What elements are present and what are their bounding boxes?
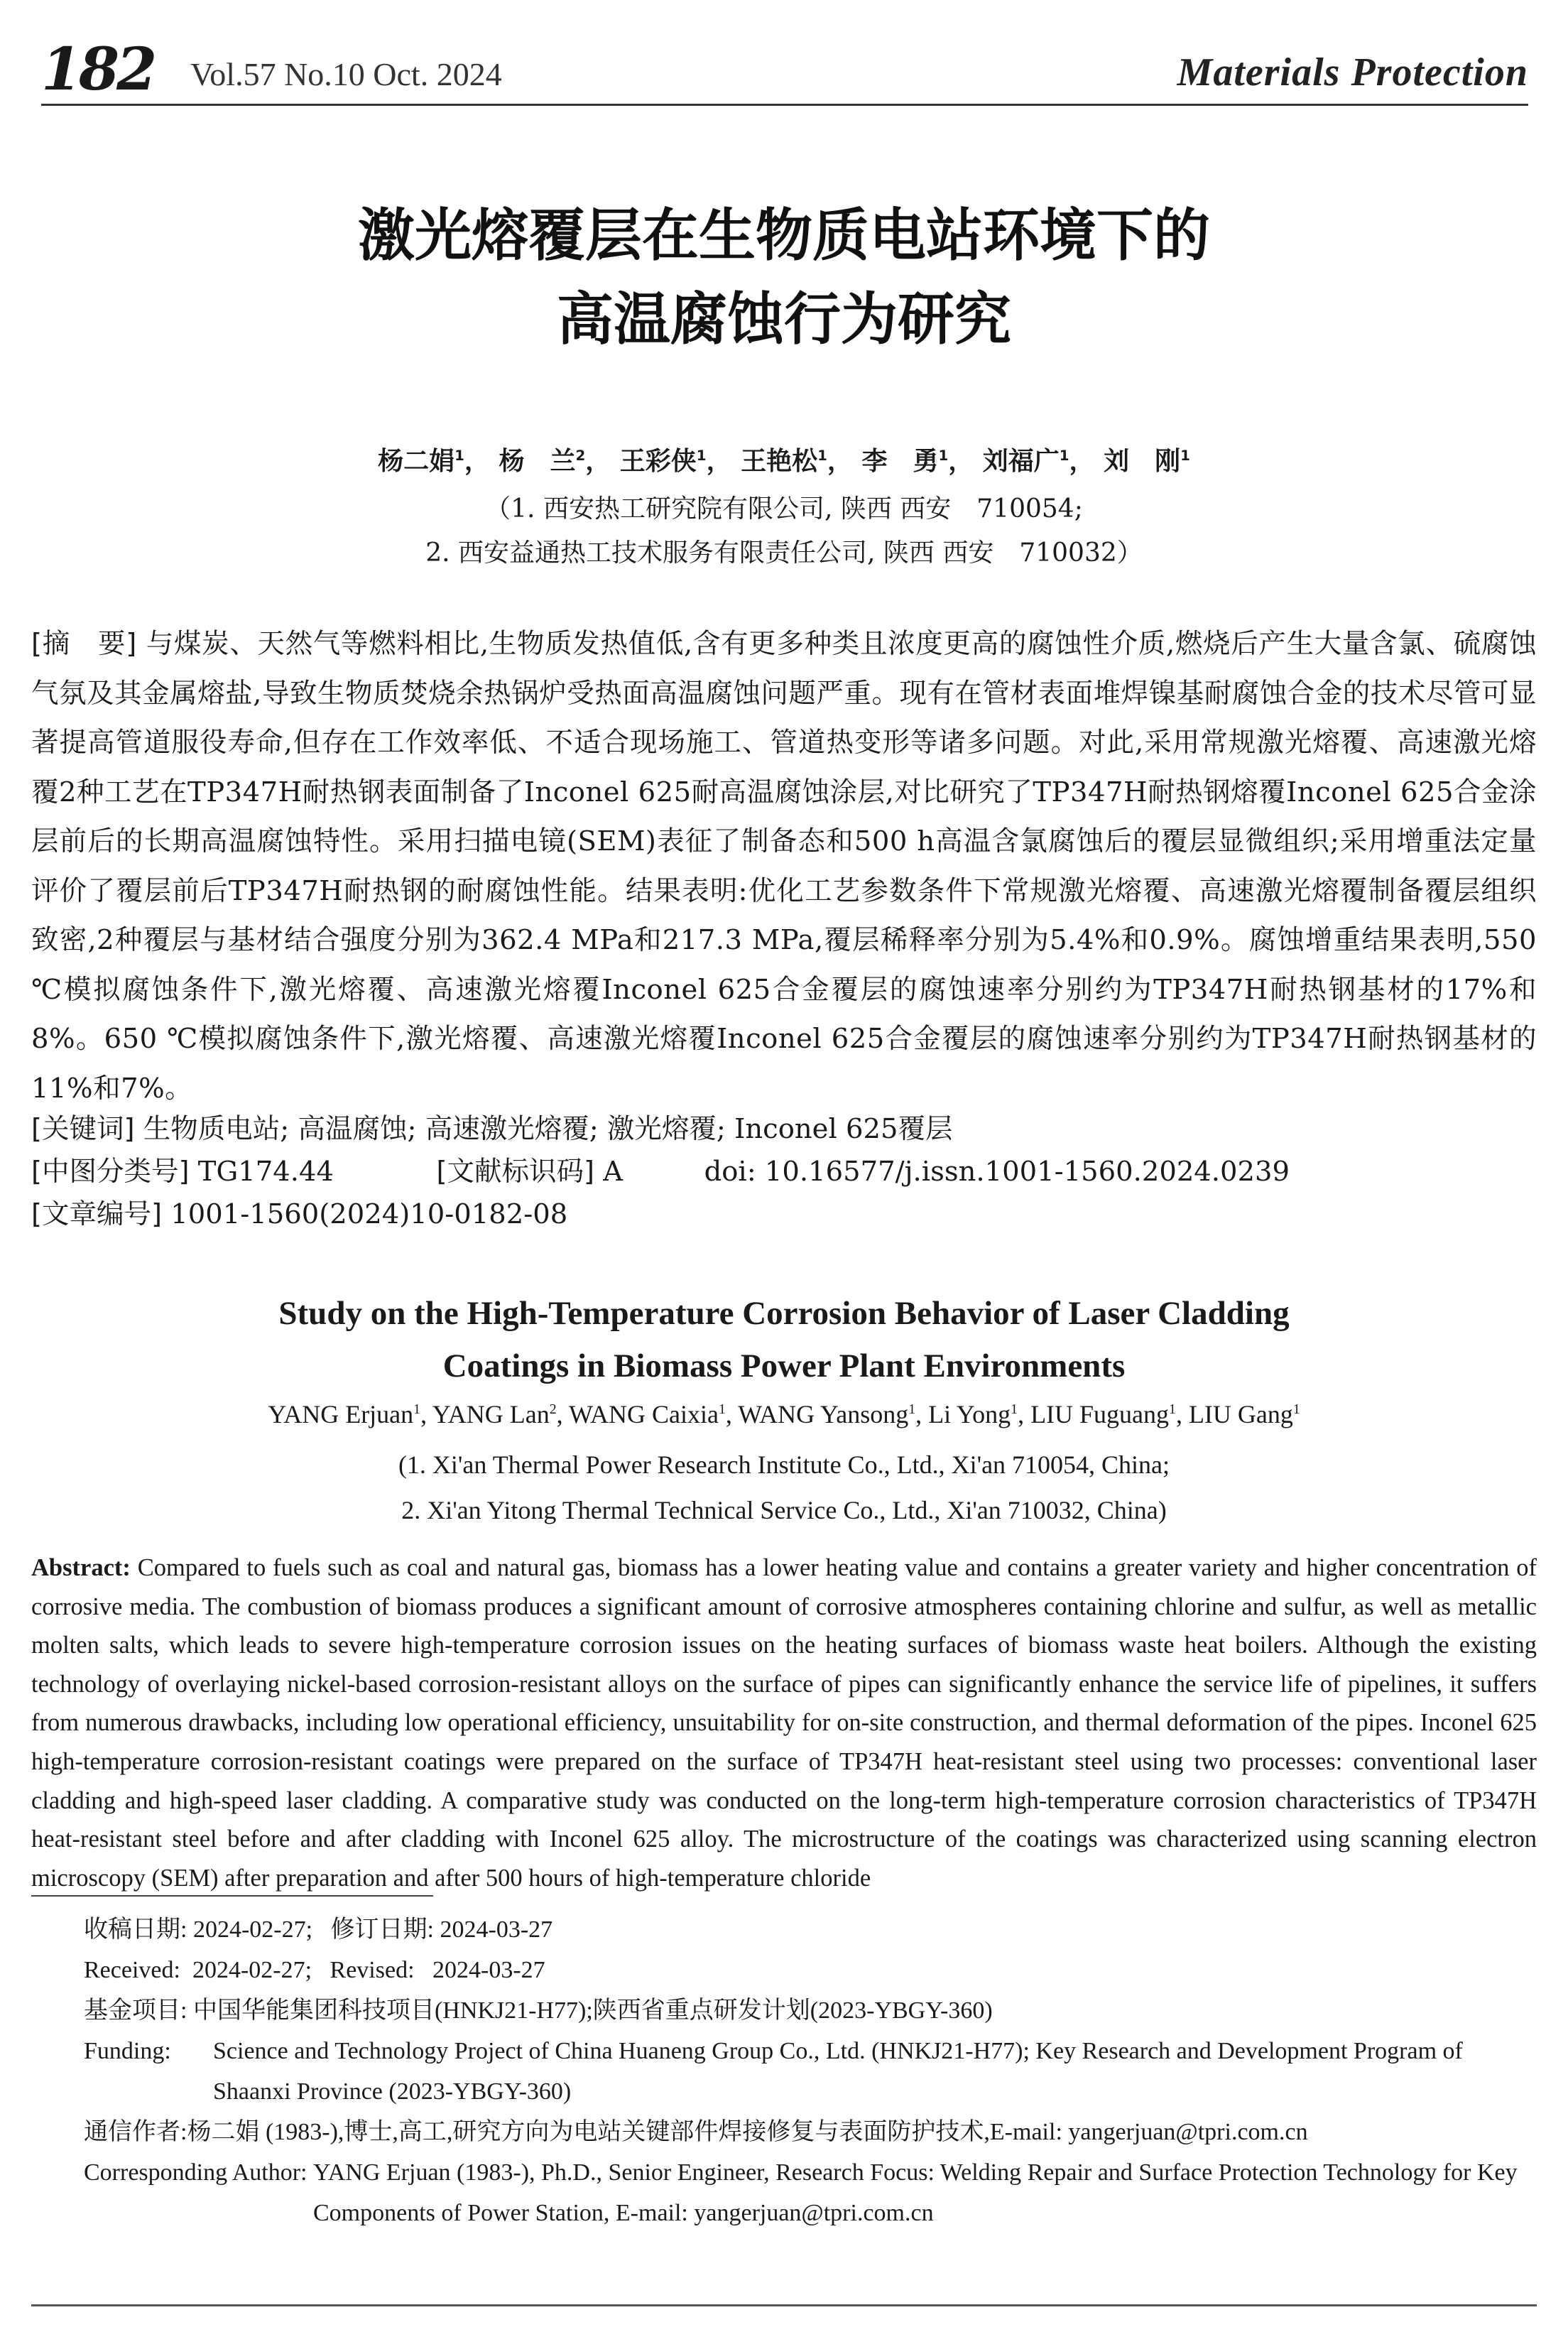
- affiliation-en-2: 2. Xi'an Yitong Thermal Technical Service Co., Ltd., Xi'an 710032, China): [401, 1496, 1167, 1524]
- author-en: WANG Caixia$^1$: [568, 1400, 726, 1428]
- clc-label: [中图分类号]: [31, 1156, 190, 1188]
- clc-value: TG174.44: [197, 1156, 334, 1188]
- author-en: Li Yong$^1$: [928, 1400, 1018, 1428]
- abstract-en-text: Compared to fuels such as coal and natural gas, biomass has a lower heating value and contains a greater variety and higher concentration of corrosive media. The combustion of biomass produces a significant amount of corrosive atmospheres containing chlorine and sulfur, as well as metallic molten salts, which leads to severe high-temperature corrosion issues on the heating surfaces of biomass waste heat boilers. Although the existing technology of overlaying nickel-based corrosion-resistant alloys on the surface of pipes can significantly enhance the service life of pipelines, it suffers from numerous drawbacks, including low operational efficiency, unsuitability for on-site construction, and thermal deformation of the pipes. Inconel 625 high-temperature corrosion-resistant coatings were prepared on the surface of TP347H heat-resistant steel using two processes: conventional laser cladding and high-speed laser cladding. A comparative study was conducted on the long-term high-temperature corrosion characteristics of TP347H heat-resistant steel before and after cladding with Inconel 625 alloy. The microstructure of the coatings was characterized using scanning electron microscopy (SEM) after preparation and after 500 hours of high-temperature chloride: [31, 1554, 1537, 1892]
- corresponding-cn-row: 通信作者: 杨二娟 (1983-),博士,高工,研究方向为电站关键部件焊接修复与表面防护技术,E-mail: yangerjuan@tpri.com.cn: [84, 2119, 1308, 2145]
- keywords-cn-label: [关键词]: [31, 1113, 135, 1145]
- page-number: 182: [41, 36, 155, 104]
- doc-code-value: A: [603, 1156, 624, 1188]
- authors-chinese: 杨二娟$^1$， 杨 兰$^2$， 王彩侠$^1$， 王艳松$^1$， 李 勇$^1$， 刘福广$^1$， 刘 刚$^1$: [378, 447, 1190, 476]
- article-no-value: 1001-1560(2024)10-0182-08: [170, 1198, 568, 1230]
- author-cn: 王艳松$^1$: [741, 447, 827, 476]
- keywords-chinese: [31, 1108, 1537, 1151]
- affiliation-cn-2: 2. 西安益通热工技术服务有限责任公司, 陕西 西安 710032）: [425, 538, 1143, 568]
- author-en: LIU Gang$^1$: [1188, 1400, 1300, 1428]
- bottom-rule: [31, 2304, 1537, 2306]
- footnotes: [84, 1909, 1537, 2233]
- title-cn-line-2: 高温腐蚀行为研究: [557, 286, 1011, 352]
- keywords-cn-text: 生物质电站; 高温腐蚀; 高速激光熔覆; 激光熔覆; Inconel 625覆层: [143, 1113, 953, 1145]
- abstract-english: [31, 1549, 1537, 1897]
- author-cn: 杨二娟$^1$: [378, 447, 464, 476]
- affiliations-english: [0, 1442, 1568, 1533]
- authors-english: YANG Erjuan$^1$, YANG Lan$^2$, WANG Caixia$^1$, WANG Yansong$^1$, Li Yong$^1$, LIU Fuguang$^1$, LIU Gang$^1$: [268, 1400, 1300, 1428]
- title-english: [0, 1287, 1568, 1392]
- title-chinese: [0, 193, 1568, 361]
- abstract-cn-text: 与煤炭、天然气等燃料相比,生物质发热值低,含有更多种类且浓度更高的腐蚀性介质,燃烧后产生大量含氯、硫腐蚀气氛及其金属熔盐,导致生物质焚烧余热锅炉受热面高温腐蚀问题严重。现有在管材表面堆焊镍基耐腐蚀合金的技术尽管可显著提高管道服役寿命,但存在工作效率低、不适合现场施工、管道热变形等诸多问题。对此,采用常规激光熔覆、高速激光熔覆2种工艺在TP347H耐热钢表面制备了Inconel 625耐高温腐蚀涂层,对比研究了TP347H耐热钢熔覆Inconel 625合金涂层前后的长期高温腐蚀特性。采用扫描电镜(SEM)表征了制备态和500 h高温含氯腐蚀后的覆层显微组织;采用增重法定量评价了覆层前后TP347H耐热钢的耐腐蚀性能。结果表明:优化工艺参数条件下常规激光熔覆、高速激光熔覆制备覆层组织致密,2种覆层与基材结合强度分别为362.4 MPa和217.3 MPa,覆层稀释率分别为5.4%和0.9%。腐蚀增重结果表明,550 ℃模拟腐蚀条件下,激光熔覆、高速激光熔覆Inconel 625合金覆层的腐蚀速率分别约为TP347H耐热钢基材的17%和8%。650 ℃模拟腐蚀条件下,激光熔覆、高速激光熔覆Inconel 625合金覆层的腐蚀速率分别约为TP347H耐热钢基材的11%和7%。: [31, 628, 1537, 1105]
- author-cn: 刘福广$^1$: [982, 447, 1069, 476]
- corresponding-en-row: Corresponding Author: YANG Erjuan (1983-), Ph.D., Senior Engineer, Research Focus: Welding Repair and Surface Protection Technology for Key Components of Power Station, E-mail: yangerjuan@tpri.com.cn: [84, 2159, 1518, 2226]
- author-cn: 李 勇$^1$: [861, 447, 949, 476]
- header-rule: [41, 104, 1528, 106]
- author-cn: 杨 兰$^2$: [499, 447, 586, 476]
- volume-issue: Vol.57 No.10 Oct. 2024: [190, 56, 502, 92]
- funding-cn-row: 基金项目: 中国华能集团科技项目(HNKJ21-H77);陕西省重点研发计划(2023-YBGY-360): [84, 1997, 993, 2024]
- author-en: LIU Fuguang$^1$: [1030, 1400, 1176, 1428]
- abstract-cn-label: [摘 要]: [31, 628, 137, 660]
- author-cn: 刘 刚$^1$: [1104, 447, 1190, 476]
- abstract-en-label: Abstract:: [31, 1554, 131, 1581]
- received-cn-row: 收稿日期: 2024-02-27; 修订日期: 2024-03-27: [84, 1916, 553, 1943]
- article-no-label: [文章编号]: [31, 1198, 163, 1230]
- footnote-rule: [31, 1895, 433, 1897]
- running-header: [41, 34, 1528, 105]
- author-cn: 王彩侠$^1$: [619, 447, 707, 476]
- article-number-line: [31, 1193, 1537, 1236]
- doi: doi: 10.16577/j.issn.1001-1560.2024.0239: [704, 1156, 1290, 1188]
- author-en: WANG Yansong$^1$: [738, 1400, 916, 1428]
- title-cn-line-1: 激光熔覆层在生物质电站环境下的: [358, 202, 1210, 269]
- author-en: YANG Erjuan$^1$: [268, 1400, 421, 1428]
- affiliation-en-1: (1. Xi'an Thermal Power Research Institute Co., Ltd., Xi'an 710054, China;: [398, 1450, 1170, 1479]
- classification-line: [31, 1151, 1537, 1193]
- received-en-row: Received: 2024-02-27; Revised: 2024-03-27: [84, 1957, 545, 1983]
- affiliation-cn-1: （1. 西安热工研究院有限公司, 陕西 西安 710054;: [485, 494, 1083, 524]
- affiliations-chinese: [0, 487, 1568, 575]
- journal-name: Materials Protection: [1177, 50, 1528, 94]
- author-en: YANG Lan$^2$: [432, 1400, 557, 1428]
- title-en-line-1: Study on the High-Temperature Corrosion Behavior of Laser Cladding: [278, 1295, 1290, 1332]
- abstract-chinese: [31, 619, 1537, 1113]
- doc-code-label: [文献标识码]: [436, 1156, 594, 1188]
- title-en-line-2: Coatings in Biomass Power Plant Environments: [442, 1347, 1126, 1384]
- funding-en-row: Funding: Science and Technology Project of China Huaneng Group Co., Ltd. (HNKJ21-H77); Key Research and Development Program of Shaanxi Province (2023-YBGY-360): [84, 2038, 1463, 2105]
